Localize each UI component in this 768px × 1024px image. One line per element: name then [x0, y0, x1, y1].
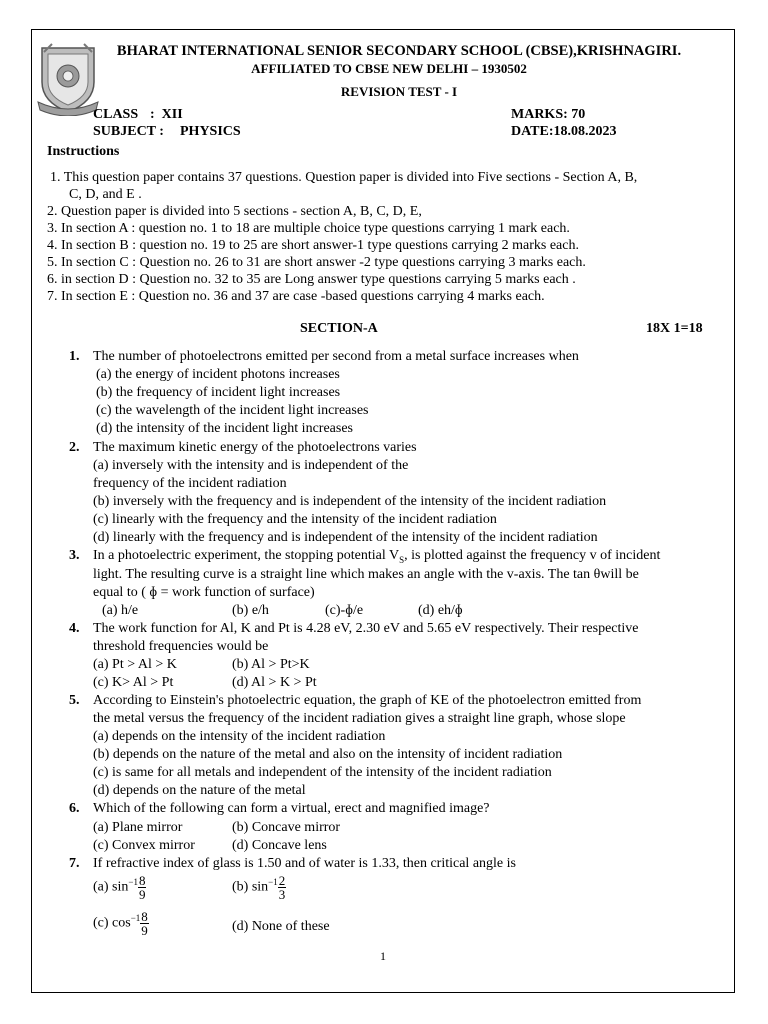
option: (b) inversely with the frequency and is independent of the intensity of the incident radiation — [93, 494, 607, 509]
option: (b) Concave mirror — [232, 820, 341, 835]
section-title: SECTION-A — [300, 321, 378, 336]
instruction-item: 6. in section D : Question no. 32 to 35 are Long answer type questions carrying 5 marks each . — [47, 272, 576, 287]
option: (c) the wavelength of the incident light increases — [96, 403, 369, 418]
question-number: 2. — [69, 440, 80, 455]
question-number: 4. — [69, 621, 80, 636]
question-text: The maximum kinetic energy of the photoelectrons varies — [93, 440, 417, 455]
question-text: light. The resulting curve is a straight line which makes an angle with the v-axis. The tan θwill be — [93, 567, 639, 582]
option: (d) eh/ɸ — [418, 603, 463, 618]
option: (c) linearly with the frequency and the intensity of the incident radiation — [93, 512, 497, 527]
option: (a) inversely with the intensity and is independent of the — [93, 458, 409, 473]
option: (a) h/e — [102, 603, 139, 618]
option: (b) the frequency of incident light increases — [96, 385, 341, 400]
option: (a) depends on the intensity of the incident radiation — [93, 729, 386, 744]
option-b: (b) $\sin^{-1}$ $\frac{2}{3}$ — [232, 873, 286, 902]
option: (a) Plane mirror — [93, 820, 183, 835]
date: DATE:18.08.2023 — [511, 124, 617, 139]
question-text: the metal versus the frequency of the incident radiation gives a straight line graph, whose slope — [93, 711, 626, 726]
option-d: (d) None of these — [232, 919, 330, 934]
page-number: 1 — [380, 949, 386, 963]
question-text: In a photoelectric experiment, the stopping potential $V_S$, is plotted against the frequency v of incident — [93, 548, 661, 565]
option: (d) linearly with the frequency and is independent of the intensity of the incident radiation — [93, 530, 598, 545]
question-number: 3. — [69, 548, 80, 563]
question-number: 7. — [69, 856, 80, 871]
school-name: BHARAT INTERNATIONAL SENIOR SECONDARY SCHOOL (CBSE),KRISHNAGIRI. — [116, 43, 682, 59]
question-number: 5. — [69, 693, 80, 708]
option: frequency of the incident radiation — [93, 476, 287, 491]
option-c: (c) $\cos^{-1}$ $\frac{8}{9}$ — [93, 909, 148, 938]
class-label: CLASS — [93, 107, 139, 122]
question-text: equal to ( ɸ = work function of surface) — [93, 585, 315, 600]
question-number: 1. — [69, 349, 80, 364]
option: (d) the intensity of the incident light increases — [96, 421, 353, 436]
option: (a) the energy of incident photons increases — [96, 367, 340, 382]
instruction-item: 4. In section B : question no. 19 to 25 are short answer-1 type questions carrying 2 marks each. — [47, 238, 579, 253]
question-text: threshold frequencies would be — [93, 639, 269, 654]
instruction-item: 5. In section C : Question no. 26 to 31 are short answer -2 type questions carrying 3 marks each. — [47, 255, 586, 270]
instruction-item: 7. In section E : Question no. 36 and 37 are case -based questions carrying 4 marks each. — [47, 289, 545, 304]
question-text: The number of photoelectrons emitted per second from a metal surface increases when — [93, 349, 579, 364]
option: (d) Concave lens — [232, 838, 327, 853]
option: (b) Al > Pt>K — [232, 657, 310, 672]
subject-value: PHYSICS — [180, 124, 241, 139]
question-text: If refractive index of glass is 1.50 and of water is 1.33, then critical angle is — [93, 856, 516, 871]
option: (d) Al > K > Pt — [232, 675, 317, 690]
option: (c) K> Al > Pt — [93, 675, 174, 690]
option: (c) is same for all metals and independent of the intensity of the incident radiation — [93, 765, 552, 780]
test-title: REVISION TEST - I — [340, 84, 458, 99]
question-text: Which of the following can form a virtual, erect and magnified image? — [93, 801, 490, 816]
question-text: The work function for Al, K and Pt is 4.28 eV, 2.30 eV and 5.65 eV respectively. Their respective — [93, 621, 639, 636]
subject-label: SUBJECT : — [93, 124, 164, 139]
section-marks: 18X 1=18 — [646, 321, 703, 336]
option: (c)-ɸ/e — [325, 603, 364, 618]
option: (d) depends on the nature of the metal — [93, 783, 306, 798]
question-text: According to Einstein's photoelectric equation, the graph of KE of the photoelectron emitted from — [93, 693, 642, 708]
class-value: : XII — [150, 107, 183, 122]
instruction-item: 3. In section A : question no. 1 to 18 are multiple choice type questions carrying 1 mark each. — [47, 221, 570, 236]
instruction-item: 1. This question paper contains 37 questions. Question paper is divided into Five sections - Section A, B, — [50, 170, 638, 185]
option: (a) Pt > Al > K — [93, 657, 177, 672]
instruction-item: C, D, and E . — [69, 187, 142, 202]
option: (b) e/h — [232, 603, 269, 618]
option: (c) Convex mirror — [93, 838, 195, 853]
marks: MARKS: 70 — [511, 107, 586, 122]
option-a: (a) $\sin^{-1}$ $\frac{8}{9}$ — [93, 873, 146, 902]
question-number: 6. — [69, 801, 80, 816]
option: (b) depends on the nature of the metal and also on the intensity of incident radiation — [93, 747, 563, 762]
instructions-title: Instructions — [47, 144, 120, 159]
affiliation: AFFILIATED TO CBSE NEW DELHI – 1930502 — [251, 61, 527, 76]
instruction-item: 2. Question paper is divided into 5 sections - section A, B, C, D, E, — [47, 204, 422, 219]
